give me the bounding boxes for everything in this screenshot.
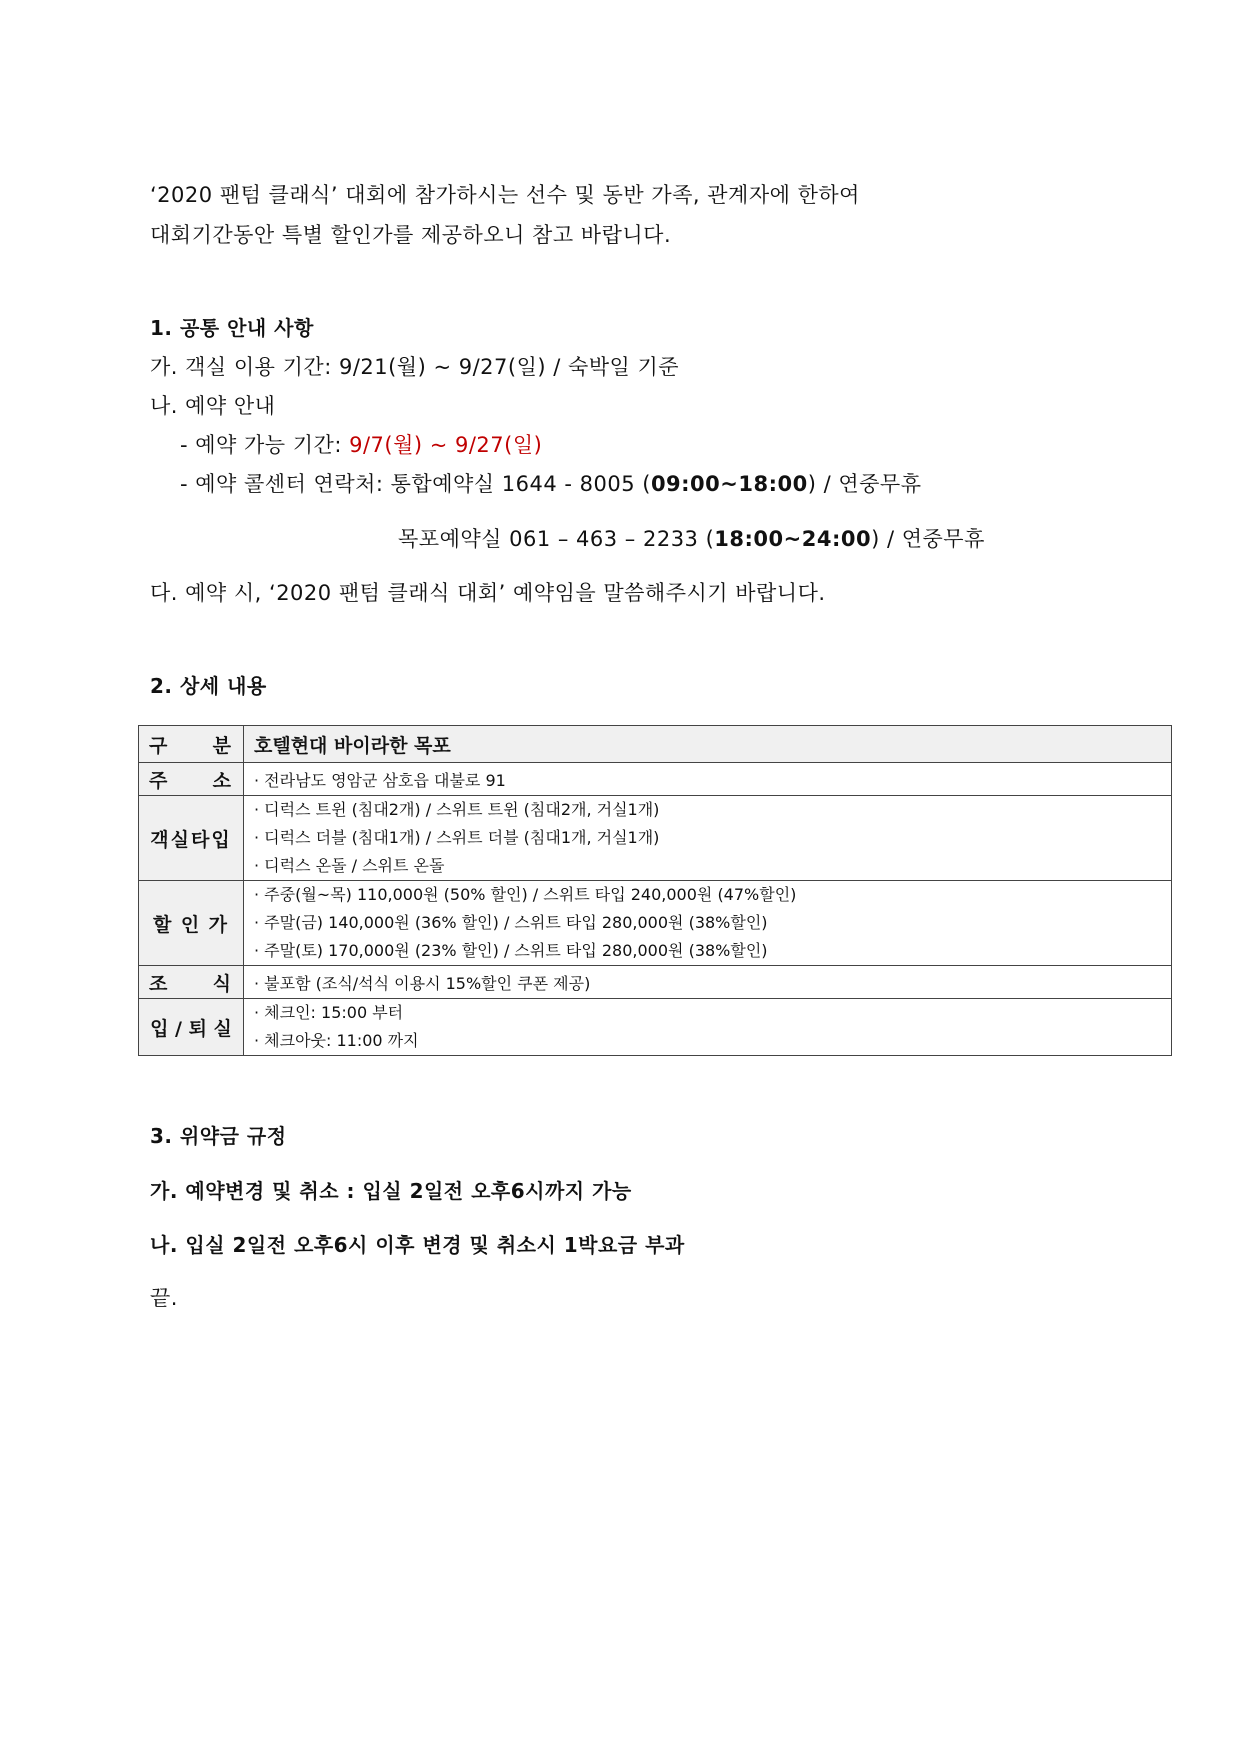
hotel-name: 호텔현대 바이라한 목포 xyxy=(244,726,1172,763)
checkin-label: 입 / 퇴 실 xyxy=(139,999,244,1056)
call-center-tail: ) / 연중무휴 xyxy=(807,472,922,496)
breakfast-value: · 불포함 (조식/석식 이용시 15%할인 쿠폰 제공) xyxy=(244,966,1172,999)
penalty-rule-1: 가. 예약변경 및 취소 : 입실 2일전 오후6시까지 가능 xyxy=(150,1179,632,1203)
list-item: · 주중(월~목) 110,000원 (50% 할인) / 스위트 타입 240,000원 (47%할인) xyxy=(254,885,797,904)
list-item: · 체크아웃: 11:00 까지 xyxy=(254,1031,419,1050)
penalty-rule-2: 나. 입실 2일전 오후6시 이후 변경 및 취소시 1박요금 부과 xyxy=(150,1233,685,1257)
table-row xyxy=(139,796,1172,881)
checkin-list xyxy=(244,999,1172,1056)
room-type-label: 객실타입 xyxy=(139,796,244,881)
mokpo-label: 목포예약실 061 – 463 – 2233 ( xyxy=(398,527,715,551)
breakfast-label: 조 식 xyxy=(149,972,233,995)
list-item: · 디럭스 온돌 / 스위트 온돌 xyxy=(254,856,445,875)
address-label: 주 소 xyxy=(149,769,233,792)
table-row xyxy=(139,881,1172,966)
list-item: · 디럭스 트윈 (침대2개) / 스위트 트윈 (침대2개, 거실1개) xyxy=(254,800,660,819)
reservation-note: 다. 예약 시, ‘2020 팬텀 클래식 대회’ 예약임을 말씀해주시기 바랍니다. xyxy=(150,581,826,605)
reservation-period-value: 9/7(월) ~ 9/27(일) xyxy=(349,433,543,457)
mokpo-tail: ) / 연중무휴 xyxy=(871,527,985,551)
call-center-label: - 예약 콜센터 연락처: 통합예약실 1644 - 8005 ( xyxy=(180,472,651,496)
breakfast-label-cell xyxy=(139,966,244,999)
usage-period-label: 가. 객실 이용 기간: xyxy=(150,355,339,379)
list-item: · 디럭스 더블 (침대1개) / 스위트 더블 (침대1개, 거실1개) xyxy=(254,828,660,847)
intro-line-1: ‘2020 팬텀 클래식’ 대회에 참가하시는 선수 및 동반 가족, 관계자에 한하여 xyxy=(150,183,860,207)
mokpo-reservation xyxy=(398,525,985,553)
reservation-period-label: - 예약 가능 기간: xyxy=(180,433,350,457)
intro-line-2: 대회기간동안 특별 할인가를 제공하오니 참고 바랍니다. xyxy=(150,223,672,247)
header-label: 구 분 xyxy=(149,734,233,757)
discount-list xyxy=(244,881,1172,966)
header-label-cell xyxy=(139,726,244,763)
discount-label-cell xyxy=(139,881,244,966)
table-header-row xyxy=(139,726,1172,763)
usage-period xyxy=(150,353,679,381)
mokpo-hours: 18:00~24:00 xyxy=(714,527,872,551)
end-mark: 끝. xyxy=(150,1286,178,1310)
section2-title: 2. 상세 내용 xyxy=(150,674,267,698)
address-value: · 전라남도 영암군 삼호읍 대불로 91 xyxy=(244,763,1172,796)
table-row xyxy=(139,966,1172,999)
call-center-hours: 09:00~18:00 xyxy=(650,472,808,496)
call-center xyxy=(180,470,922,498)
list-item: · 체크인: 15:00 부터 xyxy=(254,1003,404,1022)
table-row xyxy=(139,763,1172,796)
address-label-cell xyxy=(139,763,244,796)
discount-label: 할 인 가 xyxy=(153,913,229,936)
reservation-period xyxy=(180,431,542,459)
section1-title: 1. 공통 안내 사항 xyxy=(150,316,314,340)
reservation-heading: 나. 예약 안내 xyxy=(150,394,276,418)
usage-period-value: 9/21(월) ~ 9/27(일) / 숙박일 기준 xyxy=(338,355,680,379)
detail-table xyxy=(138,725,1172,1056)
section3-title: 3. 위약금 규정 xyxy=(150,1124,287,1148)
table-row xyxy=(139,999,1172,1056)
list-item: · 주말(금) 140,000원 (36% 할인) / 스위트 타입 280,000원 (38%할인) xyxy=(254,913,768,932)
room-type-list xyxy=(244,796,1172,881)
list-item: · 주말(토) 170,000원 (23% 할인) / 스위트 타입 280,000원 (38%할인) xyxy=(254,941,768,960)
